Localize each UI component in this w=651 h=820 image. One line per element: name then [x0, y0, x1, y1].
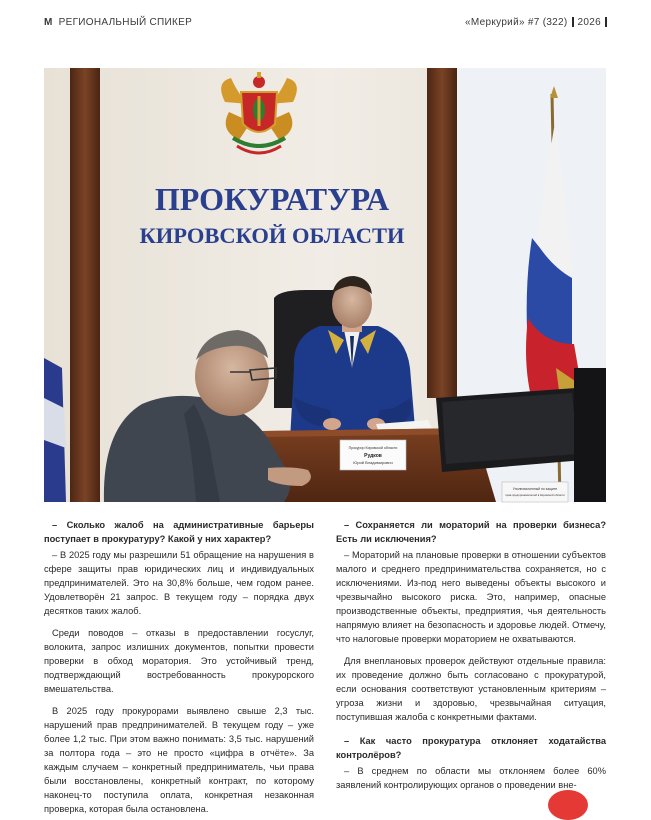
article-body — [44, 518, 606, 814]
answer-1-paragraph-2: Среди поводов – отказы в предоставлении госуслуг, волокита, запрос излишних документов, попытки провести проверки в обход моратория. Это устойчивый тренд, подтверждающий востребованность прокурорского вмешательства. — [44, 628, 314, 694]
issue-info — [465, 17, 607, 28]
nameplate-title: Прокурор Кировской области — [348, 446, 398, 450]
question-2: – Сохраняется ли мораторий на проверки бизнеса? Есть ли исключения? — [336, 520, 606, 544]
nameplate2-subtitle: прав предпринимателей в Кировской области — [505, 493, 565, 497]
issue-year: 2026 — [577, 16, 601, 28]
question-1: – Сколько жалоб на административные барьеры поступает в прокуратуру? Какой у них характер? — [44, 520, 314, 544]
separator — [572, 17, 574, 27]
article-photo — [44, 68, 606, 502]
sign-line-1: ПРОКУРАТУРА — [154, 181, 390, 217]
nameplate-surname: Рудков — [364, 453, 382, 459]
page-corner-decoration — [548, 790, 588, 820]
separator — [605, 17, 607, 27]
sign-line-2: КИРОВСКОЙ ОБЛАСТИ — [139, 223, 405, 248]
answer-3-paragraph-1: – В среднем по области мы отклоняем более 60% заявлений контролирующих органов о проведении вне- — [336, 766, 606, 790]
left-column — [44, 518, 314, 814]
answer-1-paragraph-3: В 2025 году прокурорами выявлено свыше 2,3 тыс. нарушений прав предпринимателей. В текущем году – уже более 1,2 тыс. При этом важно понимать: 3,5 тыс. нарушений за полтора года – это не просто «цифра в отчёте». За каждым случаем – конкретный предприниматель, чьи права были восстановлены, конкретный контракт, по которому наконец-то поступила оплата, конкретная незаконная проверка, которая была остановлена. — [44, 706, 314, 814]
section-label — [44, 17, 192, 28]
page-header — [44, 14, 607, 30]
nameplate2-title: Уполномоченный по защите — [512, 487, 558, 491]
section-title: РЕГИОНАЛЬНЫЙ СПИКЕР — [58, 16, 193, 28]
answer-1-paragraph-1: – В 2025 году мы разрешили 51 обращение на нарушения в сфере защиты прав юридических лиц и индивидуальных предпринимателей. Это на 30,8% больше, чем годом ранее. Удовлетворён 21 запрос. В текущем году – порядка двух десятков таких жалоб. — [44, 550, 314, 616]
right-column — [336, 518, 606, 800]
nameplate-name: Юрий Владимирович — [353, 460, 393, 465]
issue-number: «Меркурий» #7 (322) — [465, 16, 568, 28]
section-mark: M — [44, 16, 53, 28]
answer-2-paragraph-2: Для внеплановых проверок действуют отдельные правила: их проведение должно быть согласовано с прокуратурой, если основания соответствуют установленным критериям – угроза жизни и здоровью, чрезвычайная ситуация, поступившая жалоба с конкретными фактами. — [336, 656, 606, 722]
answer-2-paragraph-1: – Мораторий на плановые проверки в отношении субъектов малого и среднего предпринимательства сохраняется, но с исключениями. Из-под него выведены объекты высокого и чрезвычайно высокого риска. Это, например, опасные производственные объекты, предприятия, чья деятельность напрямую влияет на безопасность и здоровье людей. Отмечу, что налоговые проверки мораторием не охватываются. — [336, 550, 606, 644]
question-3: – Как часто прокуратура отклоняет ходатайства контролёров? — [336, 736, 606, 760]
